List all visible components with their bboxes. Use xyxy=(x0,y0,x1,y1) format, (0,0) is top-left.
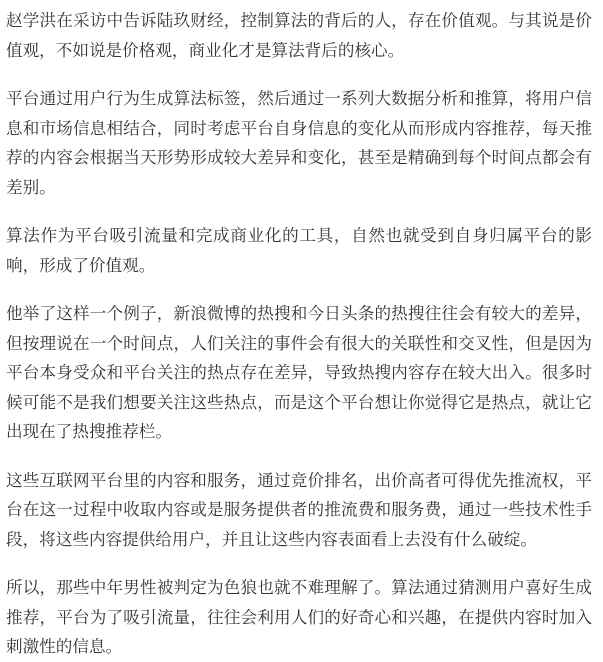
paragraph: 算法作为平台吸引流量和完成商业化的工具，自然也就受到自身归属平台的影响，形成了价值观。 xyxy=(6,226,592,275)
paragraph: 这些互联网平台里的内容和服务，通过竞价排名，出价高者可得优先推流权，平台在这一过程中收取内容或是服务提供者的推流费和服务费，通过一些技术性手段，将这些内容提供给用户，并且让这些内容表面看上去没有什么破绽。 xyxy=(6,470,592,549)
paragraph: 他举了这样一个例子，新浪微博的热搜和今日头条的热搜往往会有较大的差异，但按理说在一个时间点，人们关注的事件会有很大的关联性和交叉性，但是因为平台本身受众和平台关注的热点存在差异，导致热搜内容存在较大出入。很多时候可能不是我们想要关注这些热点，而是这个平台想让你觉得它是热点，就让它出现在了热搜推荐栏。 xyxy=(6,304,592,441)
article-body xyxy=(6,6,592,662)
paragraph: 所以，那些中年男性被判定为色狼也就不难理解了。算法通过猜测用户喜好生成推荐，平台为了吸引流量，往往会利用人们的好奇心和兴趣，在提供内容时加入刺激性的信息。 xyxy=(6,578,592,656)
paragraph: 平台通过用户行为生成算法标签，然后通过一系列大数据分析和推算，将用户信息和市场信息相结合，同时考虑平台自身信息的变化从而形成内容推荐，每天推荐的内容会根据当天形势形成较大差异和变化，甚至是精确到每个时间点都会有差别。 xyxy=(6,89,592,197)
paragraph: 赵学洪在采访中告诉陆玖财经，控制算法的背后的人，存在价值观。与其说是价值观，不如说是价格观，商业化才是算法背后的核心。 xyxy=(6,11,592,60)
